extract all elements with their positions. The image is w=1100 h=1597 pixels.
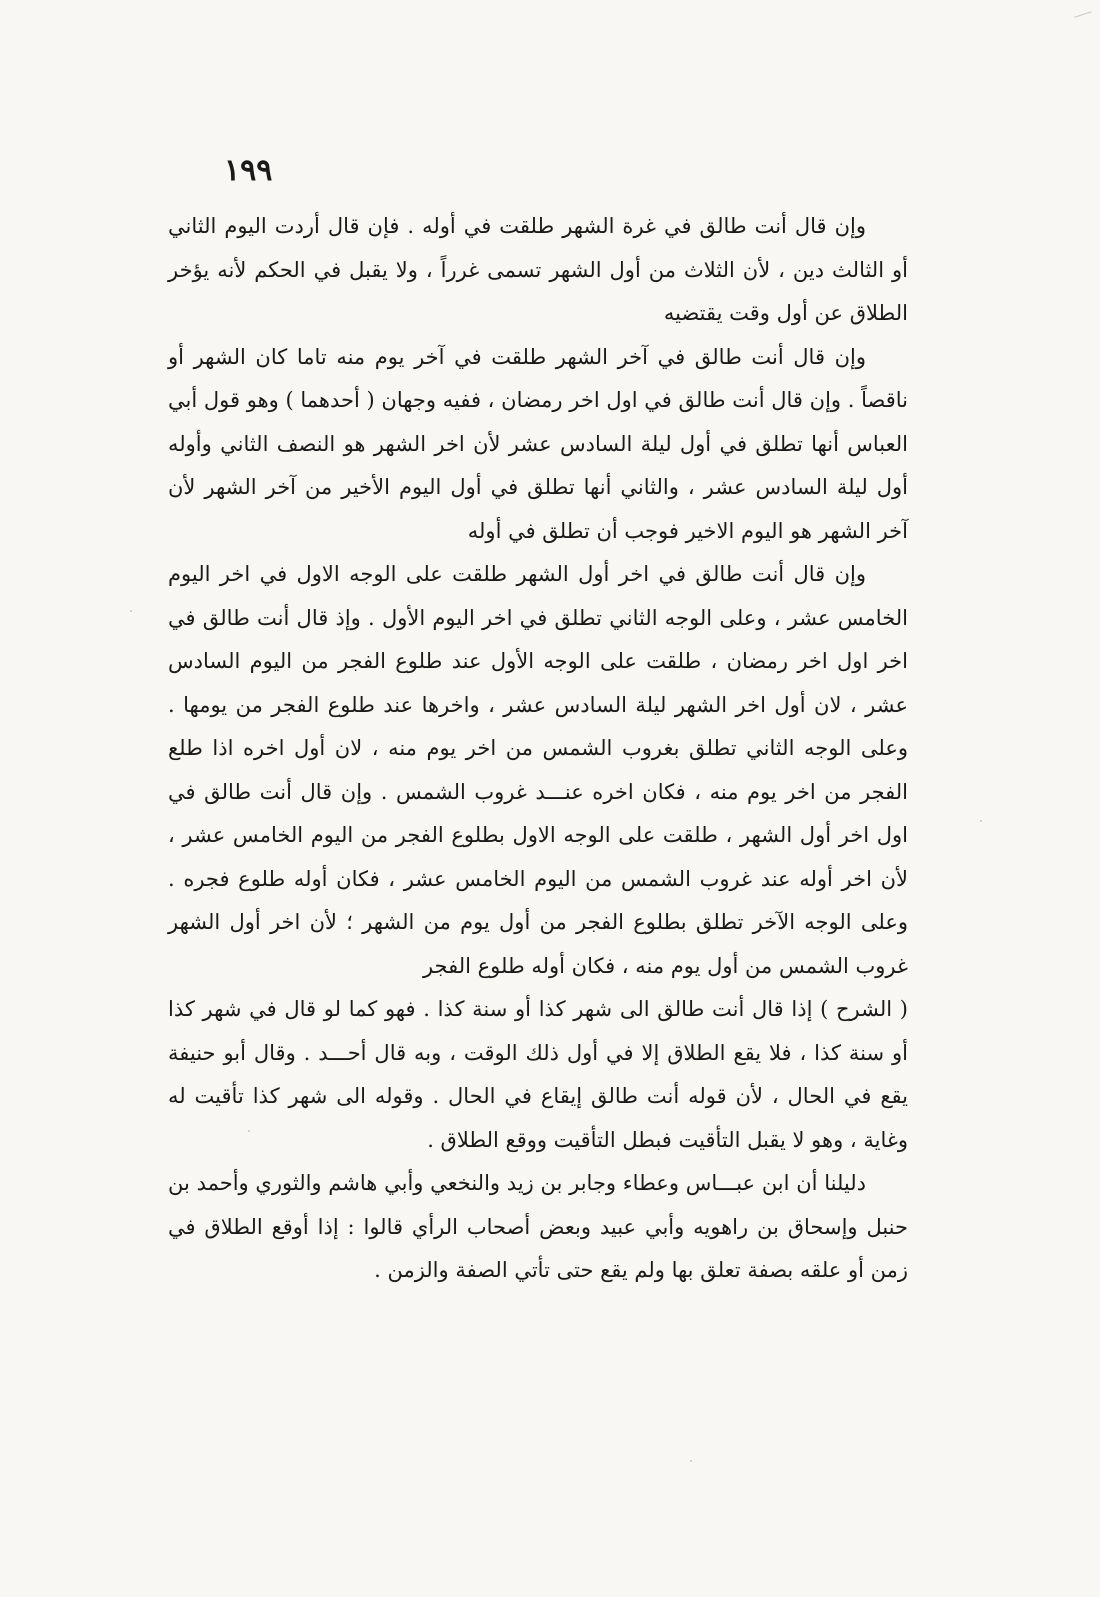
paper-speck [130,610,132,612]
paragraph-sharh: ( الشرح ) إذا قال أنت طالق الى شهر كذا أو سنة كذا . فهو كما لو قال في شهر كذا أو سنة كذا ، فلا يقع الطلاق إلا في أول ذلك الوقت ، وبه قال أحـــد . وقال أبو حنيفة يقع في الحال ، لأن قوله أنت طالق إيقاع في الحال . وقوله الى شهر كذا تأقيت له وغاية ، وهو لا يقبل التأقيت فبطل التأقيت ووقع الطلاق . [168,997,908,1152]
paragraph-akhir-awwal-al-shahr: وإن قال أنت طالق في اخر أول الشهر طلقت على الوجه الاول في اخر اليوم الخامس عشر ، وعلى الوجه الثاني تطلق في اخر اليوم الأول . وإذ قال أنت طالق في اخر اول اخر رمضان ، طلقت على الوجه الأول عند طلوع الفجر من اليوم السادس عشر ، لان أول اخر الشهر ليلة السادس عشر ، واخرها عند طلوع الفجر من يومها . وعلى الوجه الثاني تطلق بغروب الشمس من اخر يوم منه ، لان أول اخره اذا طلع الفجر من اخر يوم منه ، فكان اخره عنـــد غروب الشمس . وإن قال أنت طالق في اول اخر أول الشهر ، طلقت على الوجه الاول بطلوع الفجر من اليوم الخامس عشر ، لأن اخر أوله عند غروب الشمس من اليوم الخامس عشر ، فكان أوله طلوع فجره . وعلى الوجه الآخر تطلق بطلوع الفجر من أول يوم من الشهر ؛ لأن اخر أول الشهر غروب الشمس من أول يوم منه ، فكان أوله طلوع الفجر [168,562,908,978]
paper-speck [690,1460,692,1462]
page-number: ١٩٩ [224,153,273,188]
paper-speck [248,1130,250,1132]
paragraph-akhir-al-shahr: وإن قال أنت طالق في آخر الشهر طلقت في آخر يوم منه تاما كان الشهر أو ناقصاً . وإن قال أنت طالق في اول اخر رمضان ، ففيه وجهان ( أحدهما ) وهو قول أبي العباس أنها تطلق في أول ليلة السادس عشر لأن اخر الشهر هو النصف الثاني وأوله أول ليلة السادس عشر ، والثاني أنها تطلق في أول اليوم الأخير من آخر الشهر لأن آخر الشهر هو اليوم الاخير فوجب أن تطلق في أوله [168,344,908,543]
page-text-block [168,205,908,1293]
page-edge-mark [1074,11,1091,18]
paper-speck [980,820,982,822]
paragraph-dalilna: دليلنا أن ابن عبـــاس وعطاء وجابر بن زيد والنخعي وأبي هاشم والثوري وأحمد بن حنبل وإسحاق بن راهويه وأبي عبيد وبعض أصحاب الرأي قالوا : إذا أوقع الطلاق في زمن أو علقه بصفة تعلق بها ولم يقع حتى تأتي الصفة والزمن . [168,1171,908,1282]
paragraph-gharra-al-shahr: وإن قال أنت طالق في غرة الشهر طلقت في أوله . فإن قال أردت اليوم الثاني أو الثالث دين ، لأن الثلاث من أول الشهر تسمى غرراً ، ولا يقبل في الحكم لأنه يؤخر الطلاق عن أول وقت يقتضيه [168,214,908,325]
